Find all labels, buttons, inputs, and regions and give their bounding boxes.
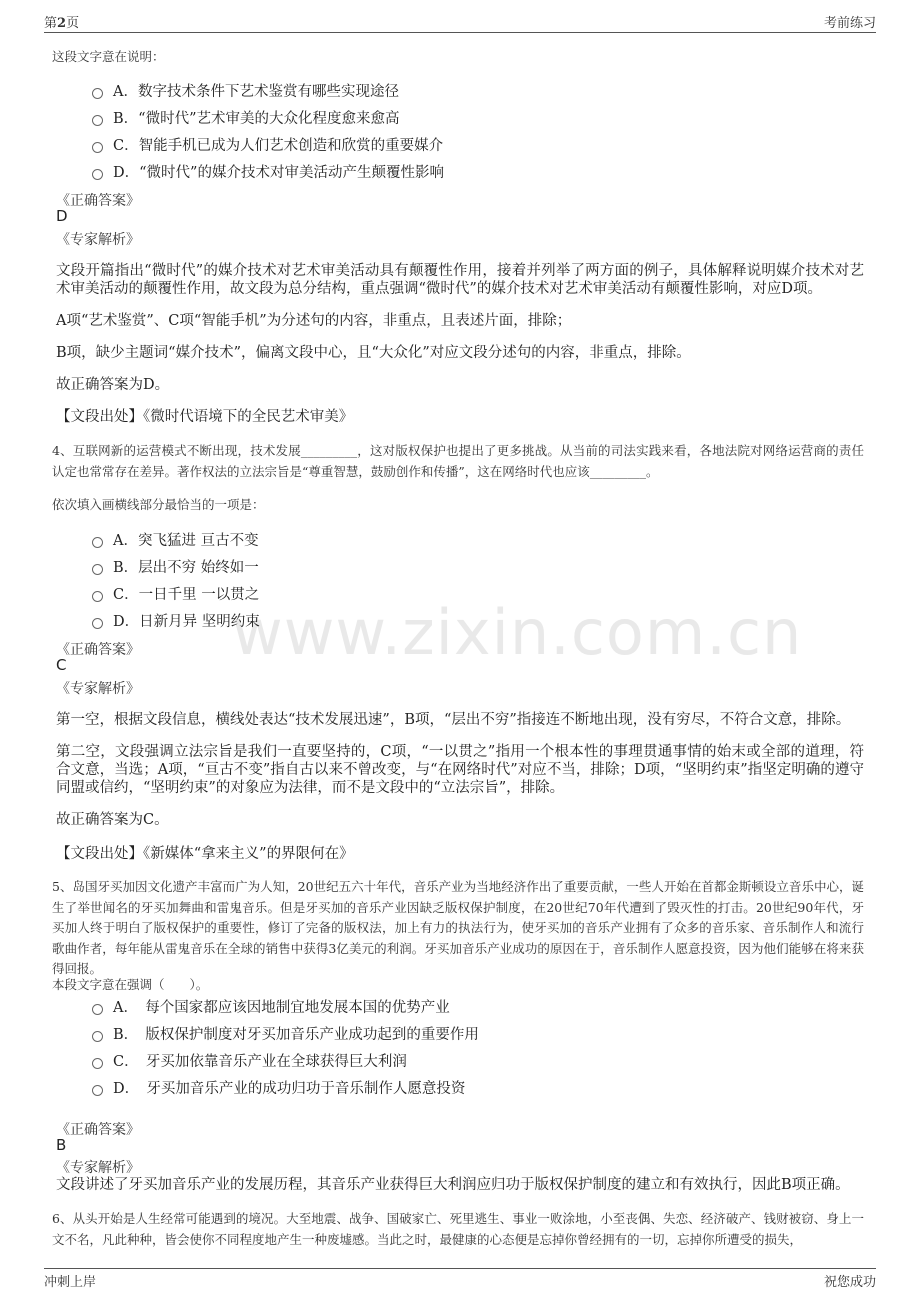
radio-icon[interactable] <box>92 142 103 153</box>
q3-option-c[interactable]: C．智能手机已成为人们艺术创造和欣赏的重要媒介 <box>92 134 443 155</box>
q4-option-b[interactable]: B．层出不穷 始终如一 <box>92 556 259 577</box>
q5-answer: B <box>56 1136 67 1154</box>
q4-stem: 4、互联网新的运营模式不断出现，技术发展_________，这对版权保护也提出了更多挑战。从当前的司法实践来看，各地法院对网络运营商的责任认定也常常存在差异。著作权法的立法宗旨是“尊重智慧，鼓励创作和传播”，这在网络时代也应该_________。 <box>52 443 864 479</box>
page-header <box>44 12 876 31</box>
q3-stem: 这段文字意在说明： <box>52 49 165 64</box>
q4-option-a[interactable]: A．突飞猛进 亘古不变 <box>92 529 259 550</box>
radio-icon[interactable] <box>92 88 103 99</box>
q4-prompt: 依次填入画横线部分最恰当的一项是： <box>52 497 265 512</box>
watermark: www.zixin.com.cn <box>232 596 803 669</box>
q5-stem: 5、岛国牙买加因文化遗产丰富而广为人知，20世纪五六十年代，音乐产业为当地经济作出了重要贡献，一些人开始在首都金斯顿设立音乐中心，诞生了举世闻名的牙买加舞曲和雷鬼音乐。但是牙买加的音乐产业因缺乏版权保护制度，在20世纪70年代遭到了毁灭性的打击。20世纪90年代，牙买加人终于明白了版权保护的重要性，修订了完备的版权法，加上有力的执法行为，使牙买加的音乐产业拥有了众多的音乐家、音乐制作人和流行歌曲作者，每年能从雷鬼音乐在全球的销售中获得3亿美元的利润。牙买加音乐产业成功的原因在于，音乐制作人愿意投资，因为他们能够在将来获得回报。 <box>52 879 864 976</box>
q4-analysis-3: 故正确答案为C。 <box>56 812 169 828</box>
radio-icon[interactable] <box>92 115 103 126</box>
q5-option-d[interactable]: D． 牙买加音乐产业的成功归功于音乐制作人愿意投资 <box>92 1077 465 1098</box>
radio-icon[interactable] <box>92 1058 103 1069</box>
footer-right-text: 祝您成功 <box>823 1275 876 1290</box>
q3-answer: D <box>56 207 68 225</box>
q3-analysis-3: B项，缺少主题词“媒介技术”，偏离文段中心，且“大众化”对应文段分述句的内容，非重点，排除。 <box>56 345 691 361</box>
q3-analysis-label: 《专家解析》 <box>56 232 140 248</box>
q3-option-d[interactable]: D．“微时代”的媒介技术对审美活动产生颠覆性影响 <box>92 161 444 182</box>
q4-answer: C <box>56 656 67 674</box>
q6-stem: 6、从头开始是人生经常可能遇到的境况。大至地震、战争、国破家亡、死里逃生、事业一败涂地，小至丧偶、失恋、经济破产、钱财被窃、身上一文不名，凡此种种，皆会使你不同程度地产生一种废墟感。当此之时，最健康的心态便是忘掉你曾经拥有的一切，忘掉你所遭受的损失， <box>52 1211 864 1247</box>
q5-analysis-label: 《专家解析》 <box>56 1160 140 1176</box>
radio-icon[interactable] <box>92 618 103 629</box>
q4-analysis-label: 《专家解析》 <box>56 681 140 697</box>
radio-icon[interactable] <box>92 1004 103 1015</box>
q3-analysis-4: 故正确答案为D。 <box>56 377 170 393</box>
q3-answer-label: 《正确答案》 <box>56 193 140 209</box>
q5-option-c[interactable]: C． 牙买加依靠音乐产业在全球获得巨大利润 <box>92 1050 407 1071</box>
radio-icon[interactable] <box>92 1031 103 1042</box>
radio-icon[interactable] <box>92 591 103 602</box>
radio-icon[interactable] <box>92 537 103 548</box>
q4-answer-label: 《正确答案》 <box>56 642 140 658</box>
q4-analysis-1: 第一空，根据文段信息，横线处表达“技术发展迅速”，B项，“层出不穷”指接连不断地出现，没有穷尽，不符合文意，排除。 <box>56 712 851 728</box>
radio-icon[interactable] <box>92 169 103 180</box>
footer-left-text: 冲刺上岸 <box>44 1275 97 1290</box>
q4-option-d[interactable]: D．日新月异 坚明约束 <box>92 610 260 631</box>
q5-option-b[interactable]: B． 版权保护制度对牙买加音乐产业成功起到的重要作用 <box>92 1023 479 1044</box>
q3-option-a[interactable]: A．数字技术条件下艺术鉴赏有哪些实现途径 <box>92 80 399 101</box>
footer-rule <box>44 1268 876 1269</box>
q4-option-c[interactable]: C．一日千里 一以贯之 <box>92 583 259 604</box>
radio-icon[interactable] <box>92 564 103 575</box>
q3-option-b[interactable]: B．“微时代”艺术审美的大众化程度愈来愈高 <box>92 107 399 128</box>
q4-analysis-2: 第二空，文段强调立法宗旨是我们一直要坚持的，C项，“一以贯之”指用一个根本性的事理贯通事情的始末或全部的道理，符合文意，当选；A项，“亘古不变”指自古以来不曾改变，与“在网络时代”对应不当，排除；D项，“坚明约束”指坚定明确的遵守同盟或信约，“坚明约束”的对象应为法律，而不是文段中的“立法宗旨”，排除。 <box>56 744 864 796</box>
q3-source: 【文段出处】《微时代语境下的全民艺术审美》 <box>56 409 354 425</box>
q5-prompt: 本段文字意在强调（ ）。 <box>52 977 209 992</box>
page-footer <box>44 1271 876 1290</box>
header-rule <box>44 32 876 33</box>
q4-source: 【文段出处】《新媒体“拿来主义”的界限何在》 <box>56 846 354 862</box>
q3-analysis-2: A项“艺术鉴赏”、C项“智能手机”为分述句的内容，非重点，且表述片面，排除； <box>56 313 572 329</box>
radio-icon[interactable] <box>92 1085 103 1096</box>
header-right-text: 考前练习 <box>823 16 876 31</box>
q5-analysis-1: 文段讲述了牙买加音乐产业的发展历程，其音乐产业获得巨大利润应归功于版权保护制度的建立和有效执行，因此B项正确。 <box>56 1177 850 1193</box>
q5-option-a[interactable]: A． 每个国家都应该因地制宜地发展本国的优势产业 <box>92 996 450 1017</box>
page-number: 第2页 <box>44 16 80 31</box>
q5-answer-label: 《正确答案》 <box>56 1122 140 1138</box>
q3-analysis-1: 文段开篇指出“微时代”的媒介技术对艺术审美活动具有颠覆性作用，接着并列举了两方面的例子，具体解释说明媒介技术对艺术审美活动的颠覆性作用，故文段为总分结构，重点强调“微时代”的媒介技术对艺术审美活动有颠覆性影响，对应D项。 <box>56 263 864 297</box>
